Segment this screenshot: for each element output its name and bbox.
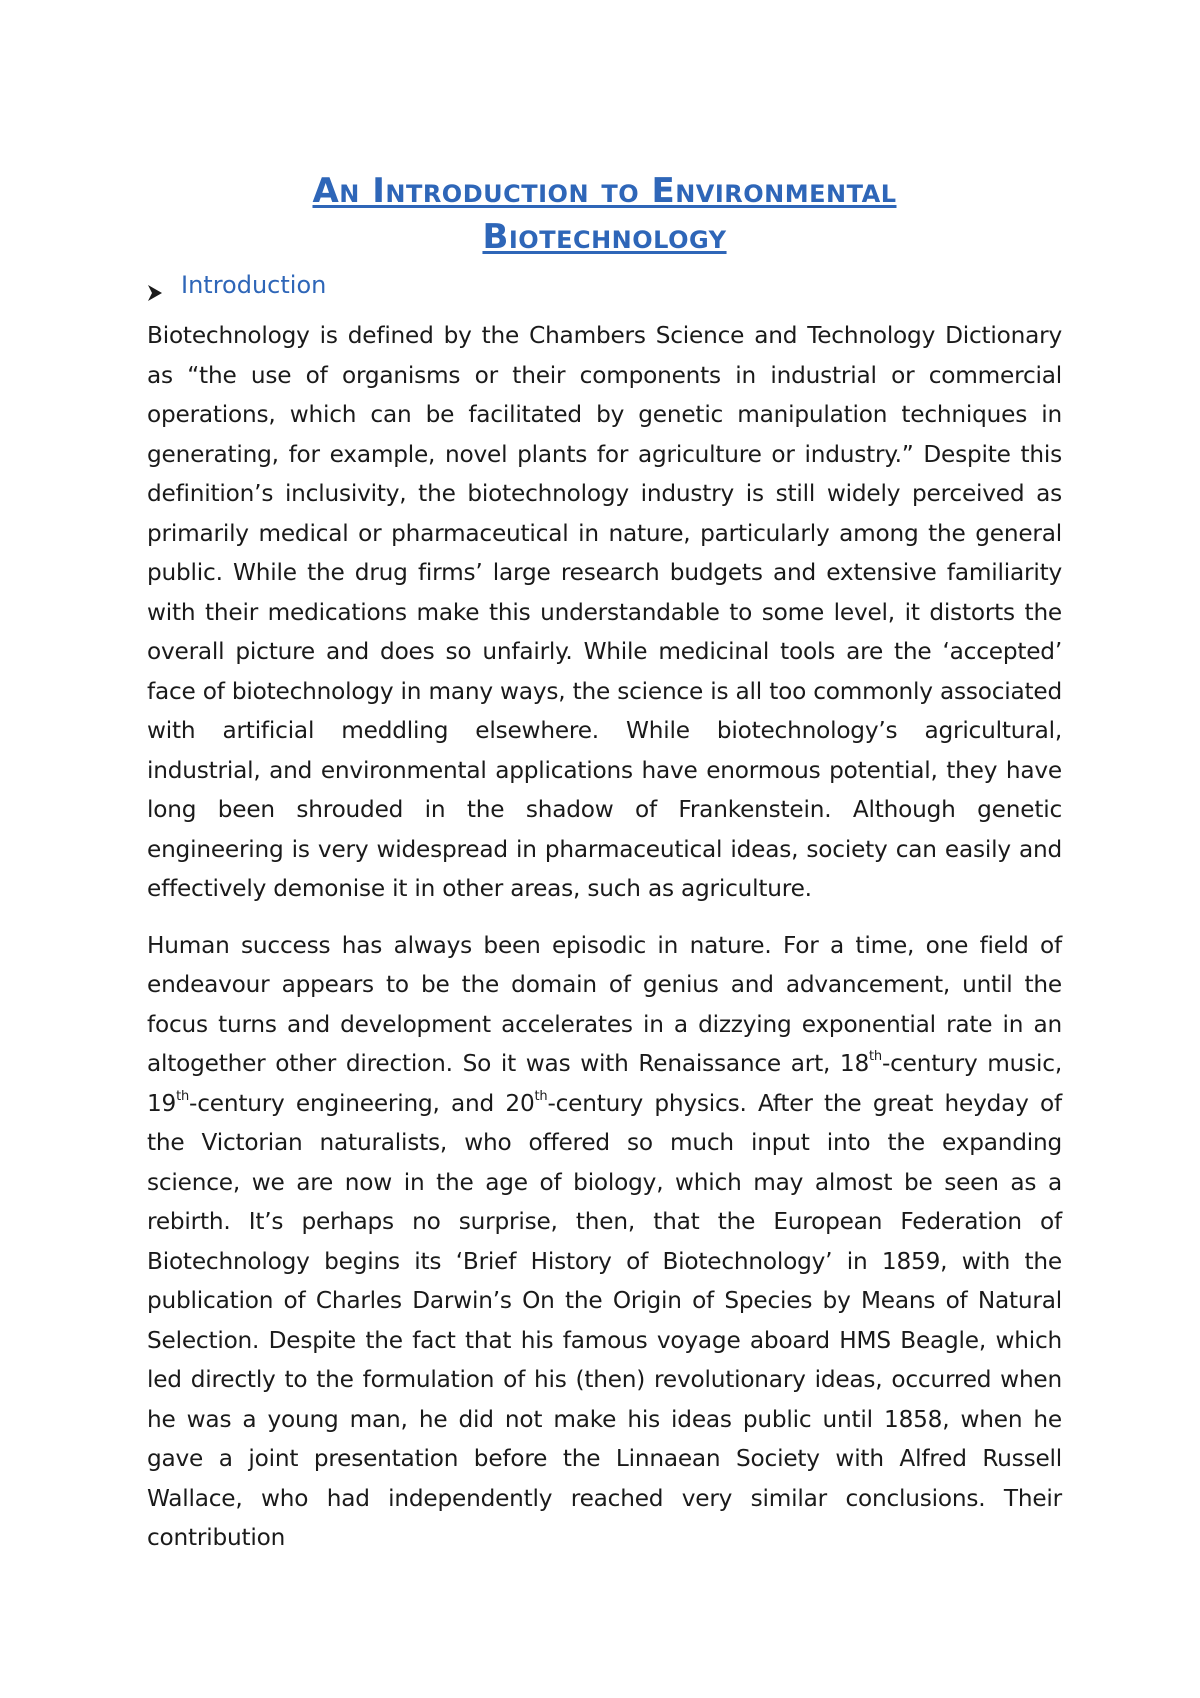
superscript-th-1: th bbox=[869, 1049, 882, 1065]
title-line-1: An Introduction to Environmental bbox=[312, 171, 897, 211]
superscript-th-2: th bbox=[176, 1088, 190, 1104]
document-page bbox=[147, 168, 1062, 1575]
paragraph-2-part-1: Human success has always been episodic in nature. For a time, one field of endeavour appears to be the domain of genius and advancement, until the focus turns and development accelerates in a dizzying exponential rate in an altogether other direction. So it was with Renaissance art, 18 bbox=[147, 931, 1062, 1077]
paragraph-1: Biotechnology is defined by the Chambers Science and Technology Dictionary as “the use of organisms or their components in industrial or commercial operations, which can be facilitated by genetic manipulation techniques in generating, for example, novel plants for agriculture or industry.” Despite this definition’s inclusivity, the biotechnology industry is still widely perceived as primarily medical or pharmaceutical in nature, particularly among the general public. While the drug firms’ large research budgets and extensive familiarity with their medications make this understandable to some level, it distorts the overall picture and does so unfairly. While medicinal tools are the ‘accepted’ face of biotechnology in many ways, the science is all too commonly associated with artificial meddling elsewhere. While biotechnology’s agricultural, industrial, and environmental applications have enormous potential, they have long been shrouded in the shadow of Frankenstein. Although genetic engineering is very widespread in pharmaceutical ideas, society can easily and effectively demonise it in other areas, such as agriculture. bbox=[147, 322, 1062, 902]
paragraph-2-part-3: -century engineering, and 20 bbox=[189, 1089, 535, 1117]
paragraph-2-part-2: -century music, 19 bbox=[147, 1050, 1062, 1117]
arrow-bullet-icon bbox=[147, 277, 163, 295]
section-heading-label: Introduction bbox=[181, 271, 327, 299]
document-title bbox=[147, 168, 1062, 260]
superscript-th-3: th bbox=[534, 1088, 548, 1104]
section-heading bbox=[147, 268, 1062, 302]
title-line-2: Biotechnology bbox=[482, 217, 727, 257]
paragraph-2-part-4: -century physics. After the great heyday of the Victorian naturalists, who offered so much input into the expanding science, we are now in the age of biology, which may almost be seen as a rebirth. It’s perhaps no surprise, then, that the European Federation of Biotechnology begins its ‘Brief History of Biotechnology’ in 1859, with the publication of Charles Darwin’s On the Origin of Species by Means of Natural Selection. Despite the fact that his famous voyage aboard HMS Beagle, which led directly to the formulation of his (then) revolutionary ideas, occurred when he was a young man, he did not make his ideas public until 1858, when he gave a joint presentation before the Linnaean Society with Alfred Russell Wallace, who had independently reached very similar conclusions. Their contribution bbox=[147, 1089, 1062, 1551]
paragraph-2 bbox=[147, 926, 1062, 1558]
